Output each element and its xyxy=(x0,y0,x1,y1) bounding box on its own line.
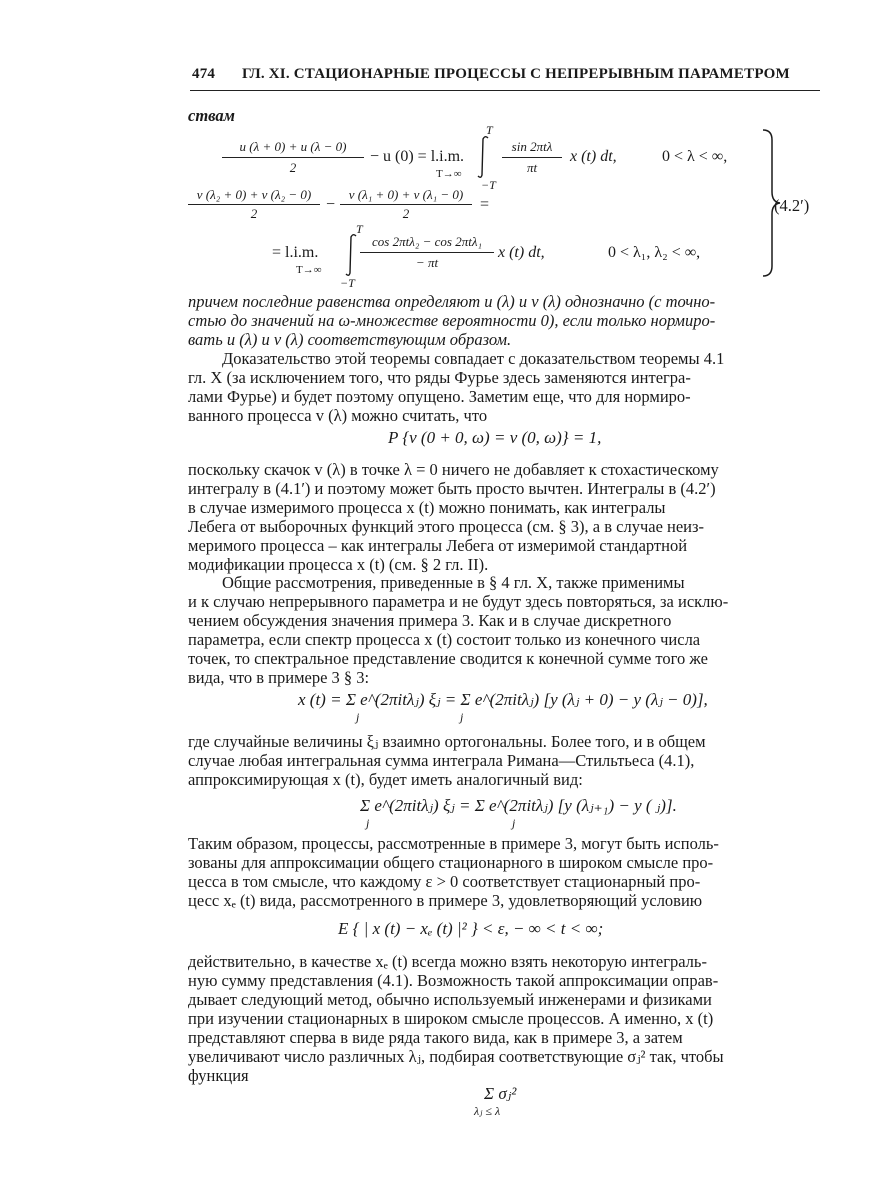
continued-word: ствам xyxy=(188,106,235,125)
text-line: чением обсуждения значения примера 3. Как и в случае дискретного xyxy=(188,611,672,630)
eq-last-sub: λⱼ ≤ λ xyxy=(474,1104,501,1118)
text-line: действительно, в качестве xₑ (t) всегда можно взять некоторую интеграль- xyxy=(188,952,707,971)
text-line: при изучении стационарных в широком смысле процессов. А именно, x (t) xyxy=(188,1009,714,1028)
eq-b-fraction-bar-1 xyxy=(188,204,320,205)
header-rule xyxy=(190,90,820,91)
eq-c-lim: = l.i.m. xyxy=(272,244,319,261)
eq-b-denominator-2: 2 xyxy=(402,206,410,221)
text-line: зованы для аппроксимации общего стационарного в широком смысле про- xyxy=(188,853,714,872)
text-line: вида, что в примере 3 § 3: xyxy=(188,668,370,687)
eq-b-fraction-bar-2 xyxy=(340,204,472,205)
eq-c-lim-sub: T→∞ xyxy=(296,264,322,276)
text-line: ванного процесса v (λ) можно считать, что xyxy=(188,406,488,425)
text-line: причем последние равенства определяют u (λ) и v (λ) однозначно (с точно- xyxy=(188,292,716,311)
text-line: поскольку скачок v (λ) в точке λ = 0 ничего не добавляет к стохастическому xyxy=(188,460,719,479)
eq-a-int-upper: T xyxy=(486,123,493,137)
eq-c-int-lower: −T xyxy=(340,276,355,290)
equation-cumulative-sum: Σ σⱼ² xyxy=(484,1084,517,1103)
equation-probability: P {v (0 + 0, ω) = v (0, ω)} = 1, xyxy=(388,428,602,447)
text-line: Общие рассмотрения, приведенные в § 4 гл. X, также применимы xyxy=(222,573,685,592)
text-line: вать u (λ) и v (λ) соответствующим образом. xyxy=(188,330,512,349)
eq-a-denominator: 2 xyxy=(289,160,297,175)
eq-a-lim: − u (0) = l.i.m. xyxy=(370,148,465,165)
text-line: дывает следующий метод, обычно используемый инженерами и физиками xyxy=(188,990,712,1009)
text-line: цесс xₑ (t) вида, рассмотренного в примере 3, удовлетворяющий условию xyxy=(188,891,703,910)
text-line: меримого процесса – как интегралы Лебега от измеримой стандартной xyxy=(188,536,688,555)
text-line: Лебега от выборочных функций этого процесса (см. § 3), а в случае неиз- xyxy=(188,517,705,536)
text-line: функция xyxy=(188,1066,249,1085)
eq-sum-sub-1: j xyxy=(366,816,370,830)
eq-b-denominator-1: 2 xyxy=(250,206,258,221)
text-line: аппроксимирующая x (t), будет иметь аналогичный вид: xyxy=(188,770,583,789)
text-line: точек, то спектральное представление сводится к конечной сумме того же xyxy=(188,649,708,668)
eq-a-frac-den: πt xyxy=(526,160,538,175)
eq-a-frac-num: sin 2πtλ xyxy=(511,139,553,154)
equation-riemann-sum: Σ e^(2πitλⱼ) ξⱼ = Σ e^(2πitλⱼ) [y (λⱼ₊₁) − y ( ⱼ)]. xyxy=(360,796,677,815)
eq-c-frac-den: − πt xyxy=(415,255,439,270)
equation-number: (4.2′) xyxy=(774,196,810,215)
equation-finite-sum: x (t) = Σ e^(2πitλⱼ) ξⱼ = Σ e^(2πitλⱼ) [y (λⱼ + 0) − y (λⱼ − 0)], xyxy=(298,690,708,709)
text-line: в случае измеримого процесса x (t) можно понимать, как интегралы xyxy=(188,498,666,517)
eq-x-sub-2: j xyxy=(460,710,464,724)
text-line: цесса в том смысле, что каждому ε > 0 соответствует стационарный про- xyxy=(188,872,701,891)
text-line: параметра, если спектр процесса x (t) состоит только из конечного числа xyxy=(188,630,701,649)
eq-c-int-upper: T xyxy=(356,222,363,236)
eq-a-fraction-bar xyxy=(222,157,364,158)
text-line: Таким образом, процессы, рассмотренные в примере 3, могут быть исполь- xyxy=(188,834,719,853)
text-line: стью до значений на ω-множестве вероятности 0), если только нормиро- xyxy=(188,311,716,330)
page-number: 474 xyxy=(192,66,216,82)
text-line: представляют сперва в виде ряда такого вида, как в примере 3, а затем xyxy=(188,1028,683,1047)
text-line: гл. X (за исключением того, что ряды Фурье здесь заменяются интегра- xyxy=(188,368,691,387)
running-head-title: ГЛ. XI. СТАЦИОНАРНЫЕ ПРОЦЕССЫ С НЕПРЕРЫВНЫМ ПАРАМЕТРОМ xyxy=(242,66,790,82)
eq-a-numerator: u (λ + 0) + u (λ − 0) xyxy=(239,139,347,154)
eq-a-integral-sign xyxy=(474,135,492,179)
eq-a-tail: x (t) dt, xyxy=(570,148,617,165)
text-line: увеличивают число различных λⱼ, подбирая соответствующие σⱼ² так, чтобы xyxy=(188,1047,724,1066)
text-line: Доказательство этой теоремы совпадает с доказательством теоремы 4.1 xyxy=(222,349,725,368)
eq-b-numerator-2: v (λ₁ + 0) + v (λ₁ − 0) xyxy=(348,187,464,202)
eq-c-condition: 0 < λ₁, λ₂ < ∞, xyxy=(608,244,701,261)
eq-c-tail: x (t) dt, xyxy=(498,244,545,261)
eq-a-frac-bar xyxy=(502,157,562,158)
text-line: лами Фурье) и будет поэтому опущено. Заметим еще, что для нормиро- xyxy=(188,387,691,406)
text-line: и к случаю непрерывного параметра и не будут здесь повторяться, за исклю- xyxy=(188,592,729,611)
eq-c-frac-bar xyxy=(360,252,494,253)
equation-expectation: E { | x (t) − xₑ (t) |² } < ε, − ∞ < t < ∞; xyxy=(338,919,604,938)
eq-a-condition: 0 < λ < ∞, xyxy=(662,148,728,165)
eq-a-lim-sub: T→∞ xyxy=(436,168,462,180)
text-line: случае любая интегральная сумма интеграла Римана—Стильтьеса (4.1), xyxy=(188,751,695,770)
eq-b-minus: − xyxy=(326,196,336,213)
eq-b-numerator-1: v (λ₂ + 0) + v (λ₂ − 0) xyxy=(196,187,312,202)
eq-sum-sub-2: j xyxy=(512,816,516,830)
eq-c-frac-num: cos 2πtλ₂ − cos 2πtλ₁ xyxy=(372,234,482,249)
eq-a-int-lower: −T xyxy=(481,178,496,192)
eq-b-equals: = xyxy=(480,196,490,213)
text-line: ную сумму представления (4.1). Возможность такой аппроксимации оправ- xyxy=(188,971,719,990)
text-line: где случайные величины ξⱼ взаимно ортогональны. Более того, и в общем xyxy=(188,732,706,751)
eq-x-sub-1: j xyxy=(356,710,360,724)
text-line: интегралу в (4.1′) и поэтому может быть просто вычтен. Интегралы в (4.2′) xyxy=(188,479,716,498)
text-line: модификации процесса x (t) (см. § 2 гл. II). xyxy=(188,555,489,574)
